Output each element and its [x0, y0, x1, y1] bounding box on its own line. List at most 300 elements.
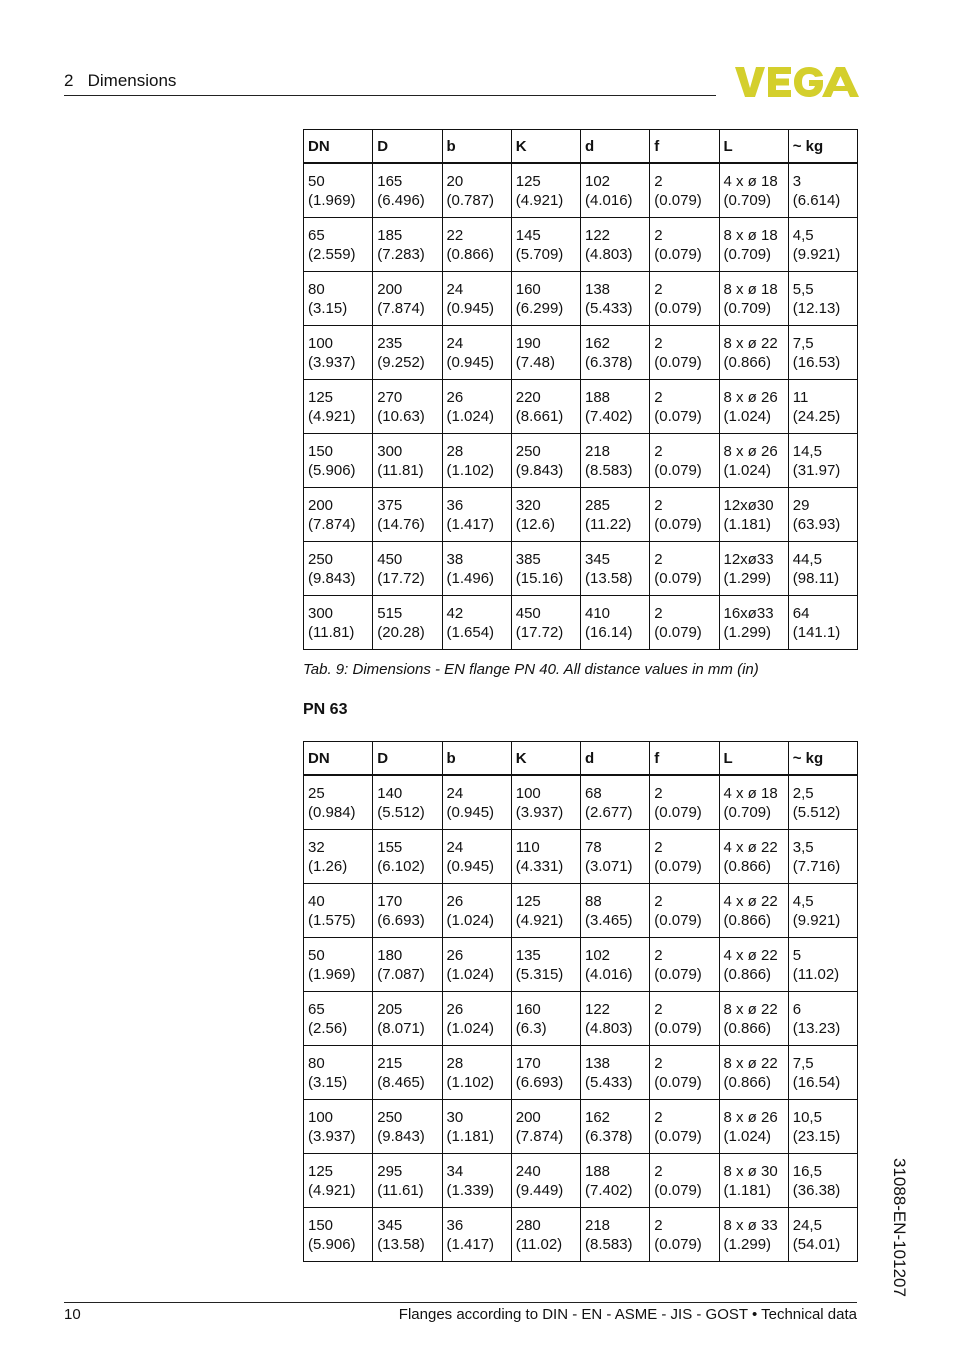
table-cell [304, 1046, 373, 1100]
table-header-row [304, 130, 858, 164]
table-cell [788, 542, 857, 596]
table-row [304, 1154, 858, 1208]
cell-value-mm: 165 [377, 172, 403, 190]
cell-value-mm: 170 [377, 892, 403, 910]
cell-value-in: (7.48) [515, 353, 555, 371]
cell-value-mm: 5,5 [792, 280, 814, 298]
cell-value-mm: 8 x ø 22 [723, 1054, 778, 1072]
cell-value-in: (1.181) [446, 1127, 495, 1145]
cell-value-mm: 190 [515, 334, 541, 352]
cell-value-in: (1.024) [446, 965, 495, 983]
table-row [304, 326, 858, 380]
cell-value-mm: 26 [446, 946, 464, 964]
table-row [304, 775, 858, 830]
cell-value-in: (0.709) [723, 803, 772, 821]
cell-value-mm: 4,5 [792, 226, 814, 244]
cell-value-mm: 2 [654, 892, 663, 910]
table-row [304, 218, 858, 272]
cell-value-in: (0.866) [723, 1073, 772, 1091]
cell-value-in: (0.866) [723, 857, 772, 875]
table-cell [373, 1046, 442, 1100]
table-cell [304, 830, 373, 884]
table-cell [788, 163, 857, 218]
table-cell [442, 1208, 511, 1262]
cell-value-mm: 42 [446, 604, 464, 622]
cell-value-in: (0.079) [654, 623, 702, 641]
cell-value-in: (7.874) [515, 1127, 564, 1145]
table-cell [719, 1154, 788, 1208]
cell-value-in: (7.087) [377, 965, 425, 983]
table-cell [442, 434, 511, 488]
table-cell [304, 938, 373, 992]
cell-value-mm: 3,5 [792, 838, 814, 856]
cell-value-in: (13.58) [377, 1235, 425, 1253]
cell-value-in: (1.496) [446, 569, 495, 587]
column-header: DN [304, 130, 373, 164]
header-divider [64, 95, 716, 96]
table-cell [373, 380, 442, 434]
cell-value-mm: 450 [377, 550, 403, 568]
table-cell [442, 380, 511, 434]
table-cell [650, 775, 719, 830]
cell-value-mm: 2 [654, 334, 663, 352]
table-cell [719, 775, 788, 830]
table-cell [511, 992, 580, 1046]
cell-value-in: (1.024) [446, 911, 495, 929]
cell-value-mm: 110 [515, 838, 540, 856]
table-cell [442, 1154, 511, 1208]
table-cell [719, 938, 788, 992]
cell-value-mm: 4 x ø 22 [723, 838, 778, 856]
cell-value-in: (6.496) [377, 191, 425, 209]
table-cell [788, 380, 857, 434]
table-cell [442, 830, 511, 884]
cell-value-in: (16.53) [792, 353, 841, 371]
cell-value-in: (6.299) [515, 299, 564, 317]
cell-value-mm: 24 [446, 334, 464, 352]
cell-value-in: (5.433) [585, 299, 633, 317]
table-cell [511, 326, 580, 380]
cell-value-in: (13.23) [792, 1019, 841, 1037]
cell-value-in: (4.331) [515, 857, 564, 875]
section-header: 2 Dimensions [64, 71, 177, 90]
cell-value-in: (36.38) [792, 1181, 841, 1199]
cell-value-mm: 295 [377, 1162, 403, 1180]
table-cell [650, 163, 719, 218]
table-cell [304, 1208, 373, 1262]
table-cell [650, 488, 719, 542]
table-cell [788, 830, 857, 884]
table-cell [304, 992, 373, 1046]
cell-value-mm: 4 x ø 18 [723, 172, 778, 190]
table-cell [511, 434, 580, 488]
table-cell [511, 884, 580, 938]
cell-value-mm: 34 [446, 1162, 464, 1180]
cell-value-mm: 30 [446, 1108, 464, 1126]
cell-value-in: (3.937) [308, 1127, 356, 1145]
cell-value-mm: 250 [377, 1108, 403, 1126]
table-cell [304, 218, 373, 272]
cell-value-mm: 270 [377, 388, 403, 406]
table-cell [373, 542, 442, 596]
cell-value-in: (9.449) [515, 1181, 564, 1199]
table-cell [581, 596, 650, 650]
cell-value-in: (0.079) [654, 857, 702, 875]
cell-value-in: (0.079) [654, 911, 702, 929]
cell-value-mm: 36 [446, 496, 464, 514]
cell-value-in: (63.93) [792, 515, 841, 533]
cell-value-in: (9.921) [792, 911, 841, 929]
column-header: ~ kg [788, 742, 857, 776]
cell-value-in: (1.181) [723, 515, 772, 533]
table-cell [373, 830, 442, 884]
cell-value-in: (0.079) [654, 569, 702, 587]
table-caption: Tab. 9: Dimensions - EN flange PN 40. All distance values in mm (in) [303, 661, 759, 678]
cell-value-mm: 26 [446, 1000, 464, 1018]
cell-value-mm: 180 [377, 946, 403, 964]
cell-value-mm: 2 [654, 442, 663, 460]
column-header: ~ kg [788, 130, 857, 164]
table-cell [373, 1100, 442, 1154]
flange-pn63-table [303, 741, 858, 1262]
cell-value-in: (7.402) [585, 407, 633, 425]
cell-value-in: (3.15) [308, 299, 348, 317]
cell-value-mm: 135 [515, 946, 541, 964]
cell-value-in: (8.071) [377, 1019, 425, 1037]
cell-value-mm: 220 [515, 388, 541, 406]
table-cell [788, 326, 857, 380]
table-cell [304, 1154, 373, 1208]
cell-value-in: (2.56) [308, 1019, 348, 1037]
cell-value-mm: 410 [585, 604, 611, 622]
cell-value-in: (0.709) [723, 191, 772, 209]
cell-value-in: (98.11) [792, 569, 840, 587]
cell-value-in: (13.58) [585, 569, 633, 587]
table-cell [788, 596, 857, 650]
cell-value-in: (141.1) [792, 623, 841, 641]
table-cell [650, 830, 719, 884]
page-number: 10 [64, 1306, 81, 1323]
cell-value-in: (5.709) [515, 245, 564, 263]
cell-value-in: (16.54) [792, 1073, 841, 1091]
table-cell [788, 1154, 857, 1208]
cell-value-mm: 65 [308, 226, 325, 244]
table-cell [719, 326, 788, 380]
cell-value-in: (1.181) [723, 1181, 772, 1199]
table-cell [442, 884, 511, 938]
table-cell [650, 1208, 719, 1262]
cell-value-in: (0.866) [723, 1019, 772, 1037]
table-cell [788, 938, 857, 992]
cell-value-in: (0.079) [654, 1181, 702, 1199]
table-cell [373, 218, 442, 272]
cell-value-in: (6.693) [377, 911, 425, 929]
table-cell [304, 488, 373, 542]
table-cell [511, 542, 580, 596]
cell-value-in: (0.079) [654, 803, 702, 821]
cell-value-mm: 2 [654, 172, 663, 190]
document-code: 31088-EN-101207 [890, 1158, 909, 1297]
table-cell [788, 1208, 857, 1262]
cell-value-in: (4.921) [515, 911, 564, 929]
table-cell [788, 1100, 857, 1154]
cell-value-in: (8.583) [585, 1235, 633, 1253]
cell-value-mm: 8 x ø 22 [723, 1000, 778, 1018]
cell-value-mm: 280 [515, 1216, 541, 1234]
cell-value-mm: 515 [377, 604, 403, 622]
table-cell [581, 992, 650, 1046]
table-cell [719, 596, 788, 650]
table-cell [373, 775, 442, 830]
cell-value-in: (9.843) [515, 461, 564, 479]
cell-value-mm: 150 [308, 442, 334, 460]
cell-value-mm: 26 [446, 892, 464, 910]
table-cell [373, 488, 442, 542]
cell-value-in: (1.299) [723, 569, 772, 587]
cell-value-mm: 6 [792, 1000, 802, 1018]
table-cell [304, 542, 373, 596]
cell-value-mm: 80 [308, 1054, 325, 1072]
table-cell [442, 272, 511, 326]
table-cell [650, 218, 719, 272]
flange-pn40-table [303, 129, 858, 650]
cell-value-in: (1.417) [446, 1235, 495, 1253]
cell-value-mm: 8 x ø 30 [723, 1162, 778, 1180]
cell-value-mm: 2 [654, 388, 663, 406]
cell-value-in: (11.02) [515, 1235, 563, 1253]
cell-value-in: (1.417) [446, 515, 495, 533]
table-cell [373, 326, 442, 380]
table-cell [719, 1100, 788, 1154]
table-cell [581, 272, 650, 326]
cell-value-mm: 3 [792, 172, 802, 190]
table-cell [788, 775, 857, 830]
cell-value-mm: 4 x ø 22 [723, 946, 778, 964]
table-cell [719, 992, 788, 1046]
table-cell [581, 1154, 650, 1208]
cell-value-in: (8.583) [585, 461, 633, 479]
table-cell [304, 434, 373, 488]
cell-value-mm: 8 x ø 22 [723, 334, 778, 352]
table-cell [442, 938, 511, 992]
cell-value-in: (4.921) [308, 407, 356, 425]
cell-value-mm: 102 [585, 172, 611, 190]
cell-value-mm: 185 [377, 226, 403, 244]
cell-value-in: (23.15) [792, 1127, 841, 1145]
cell-value-in: (14.76) [377, 515, 425, 533]
table-row [304, 542, 858, 596]
column-header: d [581, 742, 650, 776]
table-cell [304, 272, 373, 326]
cell-value-in: (6.378) [585, 1127, 633, 1145]
table-row [304, 884, 858, 938]
cell-value-in: (54.01) [792, 1235, 841, 1253]
cell-value-in: (4.921) [308, 1181, 356, 1199]
cell-value-mm: 300 [308, 604, 334, 622]
table-row [304, 488, 858, 542]
column-header: D [373, 130, 442, 164]
cell-value-mm: 8 x ø 26 [723, 1108, 778, 1126]
table-cell [511, 775, 580, 830]
cell-value-in: (20.28) [377, 623, 425, 641]
cell-value-in: (4.803) [585, 245, 633, 263]
cell-value-in: (4.016) [585, 965, 633, 983]
column-header: D [373, 742, 442, 776]
cell-value-mm: 64 [792, 604, 810, 622]
table-cell [442, 1046, 511, 1100]
cell-value-mm: 188 [585, 388, 611, 406]
cell-value-in: (7.716) [792, 857, 841, 875]
cell-value-mm: 2 [654, 1216, 663, 1234]
cell-value-mm: 32 [308, 838, 325, 856]
cell-value-in: (15.16) [515, 569, 564, 587]
cell-value-in: (7.874) [377, 299, 425, 317]
cell-value-in: (0.079) [654, 1235, 702, 1253]
cell-value-mm: 11 [792, 388, 809, 406]
column-header: f [650, 130, 719, 164]
vega-logo [735, 67, 859, 97]
cell-value-mm: 40 [308, 892, 325, 910]
table-cell [650, 272, 719, 326]
table-cell [581, 1208, 650, 1262]
cell-value-mm: 2 [654, 1108, 663, 1126]
table-cell [719, 218, 788, 272]
cell-value-mm: 26 [446, 388, 464, 406]
cell-value-in: (0.866) [723, 911, 772, 929]
cell-value-in: (0.079) [654, 245, 702, 263]
cell-value-mm: 138 [585, 1054, 611, 1072]
table-cell [650, 542, 719, 596]
cell-value-in: (10.63) [377, 407, 425, 425]
table-row [304, 380, 858, 434]
cell-value-in: (0.866) [446, 245, 495, 263]
table-cell [788, 488, 857, 542]
cell-value-mm: 7,5 [792, 1054, 814, 1072]
table-cell [442, 775, 511, 830]
table-cell [581, 830, 650, 884]
cell-value-in: (6.102) [377, 857, 425, 875]
cell-value-mm: 205 [377, 1000, 403, 1018]
cell-value-in: (6.3) [515, 1019, 547, 1037]
column-header: b [442, 742, 511, 776]
cell-value-in: (11.02) [792, 965, 840, 983]
cell-value-mm: 20 [446, 172, 464, 190]
table-cell [442, 488, 511, 542]
table-cell [650, 884, 719, 938]
table-cell [304, 884, 373, 938]
cell-value-in: (0.945) [446, 857, 495, 875]
cell-value-in: (5.433) [585, 1073, 633, 1091]
cell-value-mm: 8 x ø 26 [723, 388, 778, 406]
cell-value-mm: 16xø33 [723, 604, 774, 622]
cell-value-in: (4.016) [585, 191, 633, 209]
cell-value-mm: 2 [654, 496, 663, 514]
cell-value-in: (0.709) [723, 245, 772, 263]
cell-value-mm: 68 [585, 784, 602, 802]
cell-value-mm: 140 [377, 784, 403, 802]
cell-value-in: (12.6) [515, 515, 555, 533]
cell-value-in: (1.024) [723, 407, 772, 425]
cell-value-mm: 155 [377, 838, 403, 856]
table-cell [719, 163, 788, 218]
table-cell [511, 938, 580, 992]
cell-value-mm: 320 [515, 496, 541, 514]
table-cell [581, 434, 650, 488]
cell-value-in: (11.61) [377, 1181, 424, 1199]
table-cell [373, 272, 442, 326]
cell-value-in: (3.937) [515, 803, 564, 821]
table-cell [304, 163, 373, 218]
cell-value-mm: 16,5 [792, 1162, 822, 1180]
cell-value-in: (7.283) [377, 245, 425, 263]
cell-value-mm: 24 [446, 280, 464, 298]
cell-value-in: (1.102) [446, 1073, 495, 1091]
cell-value-mm: 7,5 [792, 334, 814, 352]
table-row [304, 1100, 858, 1154]
cell-value-mm: 44,5 [792, 550, 822, 568]
cell-value-mm: 2 [654, 946, 663, 964]
cell-value-in: (8.465) [377, 1073, 425, 1091]
cell-value-in: (4.921) [515, 191, 564, 209]
cell-value-in: (0.709) [723, 299, 772, 317]
cell-value-mm: 450 [515, 604, 541, 622]
table-cell [304, 775, 373, 830]
table-cell [788, 434, 857, 488]
table-cell [581, 218, 650, 272]
cell-value-mm: 200 [515, 1108, 541, 1126]
cell-value-in: (3.15) [308, 1073, 348, 1091]
cell-value-mm: 218 [585, 442, 611, 460]
cell-value-mm: 36 [446, 1216, 464, 1234]
cell-value-mm: 250 [308, 550, 334, 568]
table-cell [581, 326, 650, 380]
table-cell [581, 488, 650, 542]
cell-value-mm: 200 [308, 496, 334, 514]
cell-value-mm: 250 [515, 442, 541, 460]
table-header-row [304, 742, 858, 776]
cell-value-in: (1.024) [723, 461, 772, 479]
cell-value-mm: 2 [654, 1000, 663, 1018]
table-cell [581, 163, 650, 218]
table-cell [373, 884, 442, 938]
cell-value-mm: 235 [377, 334, 403, 352]
table-cell [788, 1046, 857, 1100]
cell-value-in: (2.677) [585, 803, 633, 821]
table-cell [650, 992, 719, 1046]
cell-value-mm: 125 [308, 388, 334, 406]
cell-value-mm: 10,5 [792, 1108, 822, 1126]
table-cell [511, 1046, 580, 1100]
cell-value-in: (3.465) [585, 911, 633, 929]
cell-value-in: (11.81) [308, 623, 355, 641]
table-row [304, 1208, 858, 1262]
table-row [304, 272, 858, 326]
table-cell [581, 775, 650, 830]
cell-value-mm: 160 [515, 1000, 541, 1018]
table-cell [373, 992, 442, 1046]
cell-value-in: (1.969) [308, 965, 356, 983]
cell-value-in: (2.559) [308, 245, 356, 263]
cell-value-mm: 125 [308, 1162, 334, 1180]
column-header: K [511, 742, 580, 776]
cell-value-mm: 28 [446, 442, 464, 460]
cell-value-in: (1.26) [308, 857, 348, 875]
cell-value-in: (1.575) [308, 911, 356, 929]
cell-value-in: (17.72) [515, 623, 564, 641]
cell-value-in: (1.299) [723, 623, 772, 641]
cell-value-in: (0.945) [446, 803, 495, 821]
cell-value-mm: 150 [308, 1216, 334, 1234]
